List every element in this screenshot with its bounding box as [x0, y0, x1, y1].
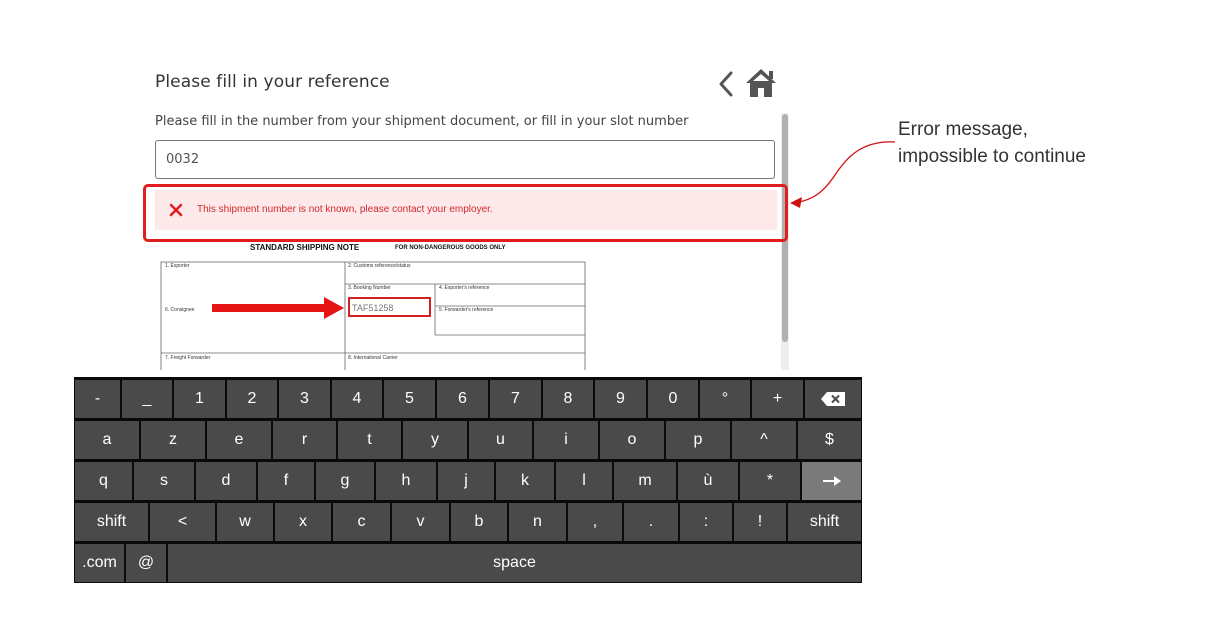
- annotation-pointer-arrow: [780, 130, 900, 220]
- key-u[interactable]: u: [469, 421, 532, 459]
- doc-label-exporter-ref: 4. Exporter's reference: [439, 285, 490, 291]
- key-degree[interactable]: °: [700, 380, 750, 418]
- page-title: Please fill in your reference: [155, 72, 390, 92]
- booking-number-value: TAF51258: [352, 303, 394, 313]
- key-enter[interactable]: [802, 462, 861, 500]
- key-j[interactable]: j: [438, 462, 494, 500]
- key-caret[interactable]: ^: [732, 421, 796, 459]
- doc-label-freight-forwarder: 7. Freight Forwarder: [165, 355, 211, 361]
- key-underscore[interactable]: _: [122, 380, 172, 418]
- key-0[interactable]: 0: [648, 380, 698, 418]
- doc-label-carrier: 8. International Carrier: [348, 355, 398, 361]
- onscreen-keyboard: [74, 377, 862, 583]
- key-shift-right[interactable]: shift: [788, 503, 861, 541]
- key-less-than[interactable]: <: [150, 503, 215, 541]
- key-w[interactable]: w: [217, 503, 273, 541]
- key-c[interactable]: c: [333, 503, 390, 541]
- doc-label-exporter: 1. Exporter: [165, 263, 190, 269]
- key-l[interactable]: l: [556, 462, 612, 500]
- key-z[interactable]: z: [141, 421, 205, 459]
- key-space[interactable]: space: [168, 544, 861, 582]
- annotation-line1: Error message,: [898, 119, 1028, 140]
- key-exclamation[interactable]: !: [734, 503, 786, 541]
- key-1[interactable]: 1: [174, 380, 225, 418]
- shipping-note-image: [155, 240, 780, 370]
- doc-label-consignee: 6. Consignee: [165, 307, 195, 313]
- home-icon[interactable]: [744, 67, 778, 99]
- back-chevron-icon[interactable]: [716, 70, 736, 98]
- key-hyphen[interactable]: -: [75, 380, 120, 418]
- error-highlight-frame: [143, 184, 788, 242]
- key-u-grave[interactable]: ù: [678, 462, 738, 500]
- key-v[interactable]: v: [392, 503, 449, 541]
- doc-label-booking: 3. Booking Number: [348, 285, 391, 291]
- reference-input[interactable]: [155, 140, 775, 179]
- key-f[interactable]: f: [258, 462, 314, 500]
- key-3[interactable]: 3: [279, 380, 330, 418]
- key-s[interactable]: s: [134, 462, 194, 500]
- key-e[interactable]: e: [207, 421, 271, 459]
- key-2[interactable]: 2: [227, 380, 277, 418]
- key-dotcom[interactable]: .com: [75, 544, 124, 582]
- key-n[interactable]: n: [509, 503, 566, 541]
- doc-subtitle: FOR NON-DANGEROUS GOODS ONLY: [395, 245, 506, 251]
- annotation-line2: impossible to continue: [898, 146, 1086, 167]
- key-9[interactable]: 9: [595, 380, 646, 418]
- backspace-icon: [821, 392, 845, 406]
- red-arrow-icon: [212, 297, 344, 319]
- key-g[interactable]: g: [316, 462, 374, 500]
- key-plus[interactable]: +: [752, 380, 803, 418]
- key-p[interactable]: p: [666, 421, 730, 459]
- key-5[interactable]: 5: [384, 380, 435, 418]
- key-k[interactable]: k: [496, 462, 554, 500]
- instruction-text: Please fill in the number from your shipment document, or fill in your slot number: [155, 114, 689, 129]
- key-m[interactable]: m: [614, 462, 676, 500]
- key-a[interactable]: a: [75, 421, 139, 459]
- key-7[interactable]: 7: [490, 380, 541, 418]
- key-comma[interactable]: ,: [568, 503, 622, 541]
- key-6[interactable]: 6: [437, 380, 488, 418]
- key-t[interactable]: t: [338, 421, 401, 459]
- key-asterisk[interactable]: *: [740, 462, 800, 500]
- key-q[interactable]: q: [75, 462, 132, 500]
- key-dollar[interactable]: $: [798, 421, 861, 459]
- key-h[interactable]: h: [376, 462, 436, 500]
- key-period[interactable]: .: [624, 503, 678, 541]
- doc-label-forwarder-ref: 5. Forwarder's reference: [439, 307, 494, 313]
- key-r[interactable]: r: [273, 421, 336, 459]
- doc-title: STANDARD SHIPPING NOTE: [250, 243, 360, 252]
- key-at[interactable]: @: [126, 544, 166, 582]
- key-4[interactable]: 4: [332, 380, 382, 418]
- key-x[interactable]: x: [275, 503, 331, 541]
- key-i[interactable]: i: [534, 421, 598, 459]
- key-d[interactable]: d: [196, 462, 256, 500]
- key-b[interactable]: b: [451, 503, 507, 541]
- key-colon[interactable]: :: [680, 503, 732, 541]
- key-y[interactable]: y: [403, 421, 467, 459]
- annotation-text: [898, 116, 1086, 170]
- arrow-right-icon: [823, 476, 841, 486]
- key-backspace[interactable]: [805, 380, 861, 418]
- key-8[interactable]: 8: [543, 380, 593, 418]
- error-message-text: This shipment number is not known, please contact your employer.: [197, 204, 493, 215]
- doc-label-customs: 2. Customs reference/status: [348, 263, 411, 269]
- key-o[interactable]: o: [600, 421, 664, 459]
- key-shift-left[interactable]: shift: [75, 503, 148, 541]
